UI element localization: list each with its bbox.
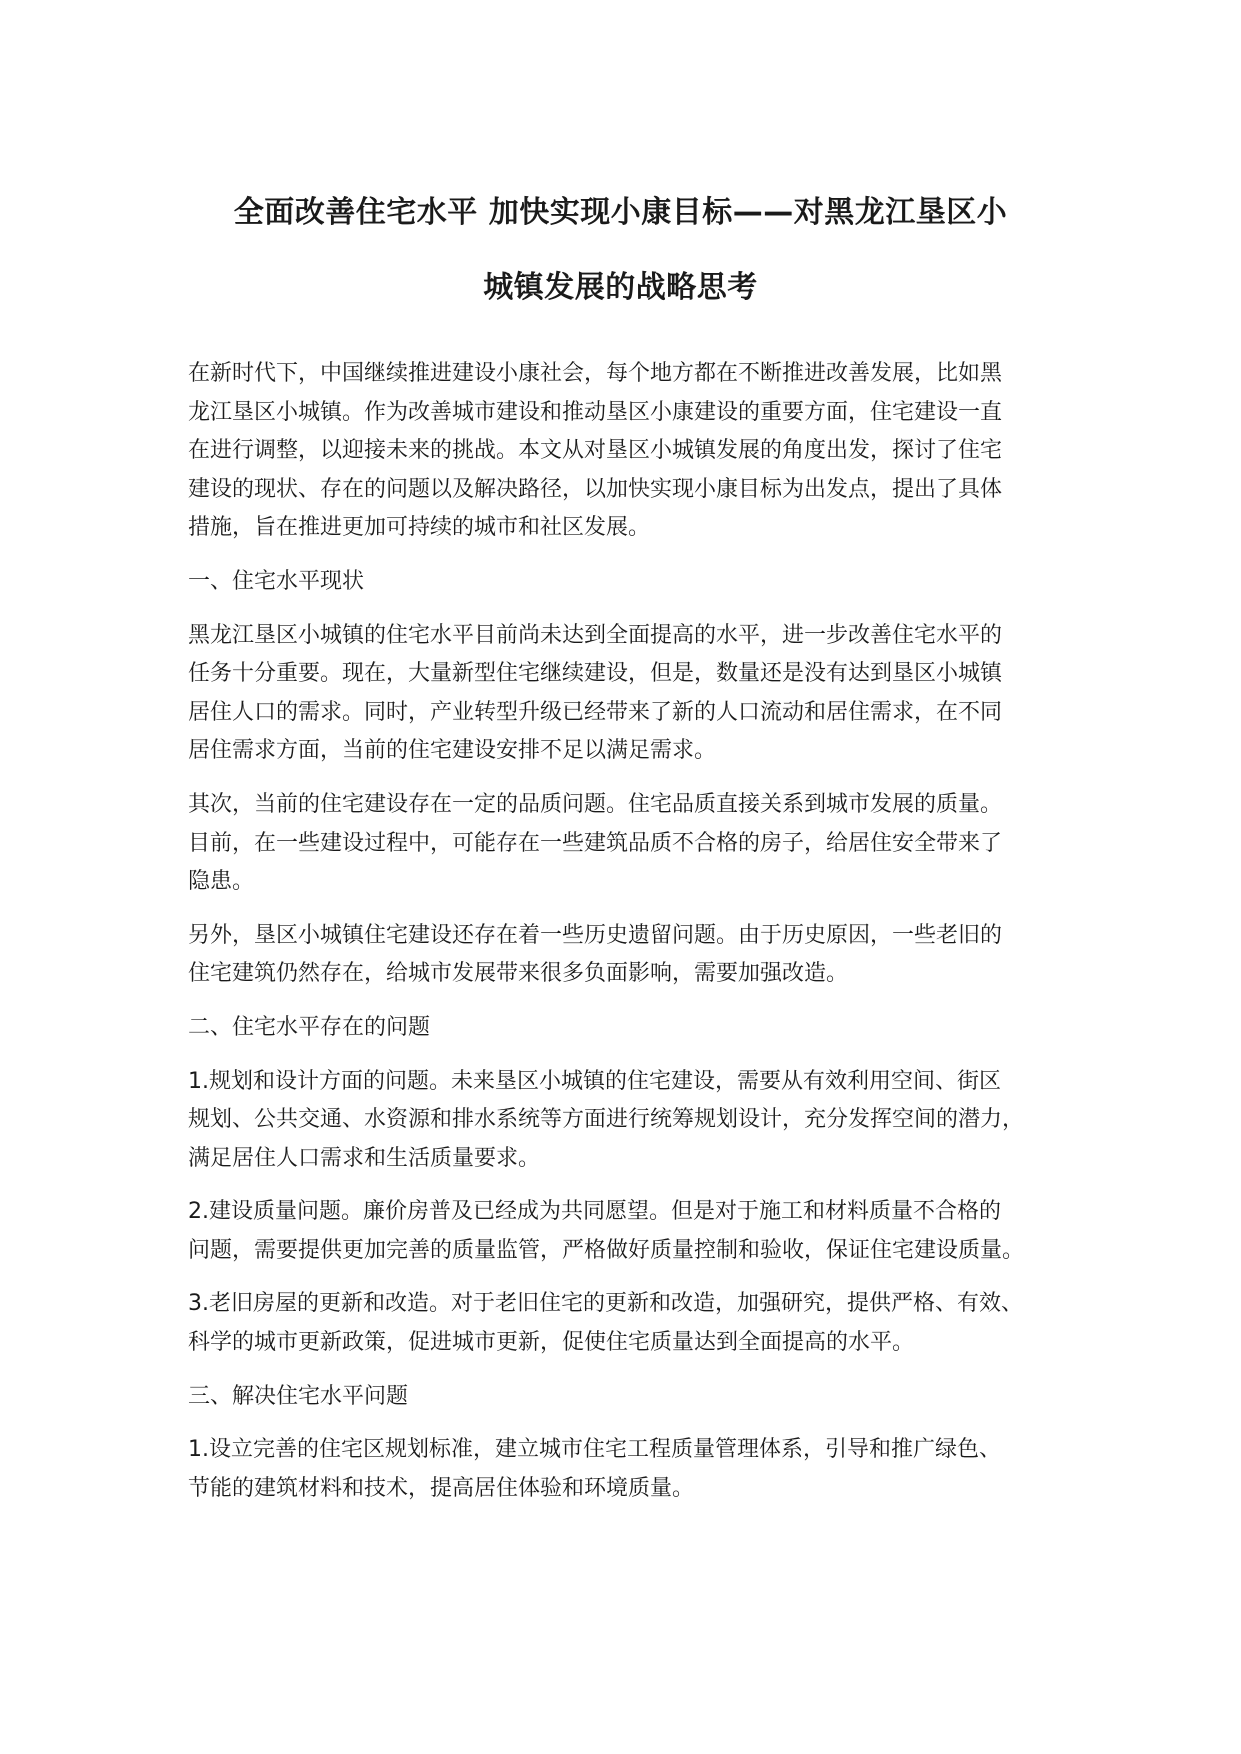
paragraph bbox=[188, 786, 1088, 902]
paragraph-line: 目前，在一些建设过程中，可能存在一些建筑品质不合格的房子，给居住安全带来了 bbox=[188, 830, 1003, 856]
paragraph-line: 住宅建筑仍然存在，给城市发展带来很多负面影响，需要加强改造。 bbox=[188, 961, 849, 987]
paragraph bbox=[188, 1193, 1088, 1270]
paragraph bbox=[188, 617, 1088, 771]
section-heading: 二、住宅水平存在的问题 bbox=[188, 1014, 431, 1040]
paragraph-line: 黑龙江垦区小城镇的住宅水平目前尚未达到全面提高的水平，进一步改善住宅水平的 bbox=[188, 622, 1003, 648]
paragraph-line: 1.设立完善的住宅区规划标准，建立城市住宅工程质量管理体系，引导和推广绿色、 bbox=[188, 1437, 1001, 1463]
paragraph-line: 居住需求方面，当前的住宅建设安排不足以满足需求。 bbox=[188, 738, 717, 764]
document-body bbox=[188, 355, 1088, 1523]
paragraph bbox=[188, 1431, 1088, 1508]
paragraph-line: 节能的建筑材料和技术，提高居住体验和环境质量。 bbox=[188, 1475, 695, 1501]
paragraph-line: 隐患。 bbox=[188, 869, 255, 895]
paragraph-line: 满足居住人口需求和生活质量要求。 bbox=[188, 1145, 541, 1171]
paragraph bbox=[188, 917, 1088, 994]
paragraph bbox=[188, 1285, 1088, 1362]
paragraph-line: 在进行调整，以迎接未来的挑战。本文从对垦区小城镇发展的角度出发，探讨了住宅 bbox=[188, 438, 1003, 464]
section-heading: 三、解决住宅水平问题 bbox=[188, 1383, 409, 1409]
paragraph-line: 居住人口的需求。同时，产业转型升级已经带来了新的人口流动和居住需求，在不同 bbox=[188, 699, 1003, 725]
paragraph-line: 3.老旧房屋的更新和改造。对于老旧住宅的更新和改造，加强研究，提供严格、有效、 bbox=[188, 1291, 1023, 1317]
title-line: 城镇发展的战略思考 bbox=[483, 270, 758, 305]
paragraph bbox=[188, 1063, 1088, 1179]
paragraph-line: 规划、公共交通、水资源和排水系统等方面进行统筹规划设计，充分发挥空间的潜力， bbox=[188, 1107, 1025, 1133]
paragraph-line: 龙江垦区小城镇。作为改善城市建设和推动垦区小康建设的重要方面，住宅建设一直 bbox=[188, 399, 1003, 425]
paragraph-line: 其次，当前的住宅建设存在一定的品质问题。住宅品质直接关系到城市发展的质量。 bbox=[188, 791, 1003, 817]
section-heading: 一、住宅水平现状 bbox=[188, 568, 365, 594]
title-line: 全面改善住宅水平 加快实现小康目标——对黑龙江垦区小 bbox=[233, 195, 1008, 230]
document-title bbox=[150, 175, 1091, 325]
paragraph-line: 另外，垦区小城镇住宅建设还存在着一些历史遗留问题。由于历史原因，一些老旧的 bbox=[188, 922, 1003, 948]
paragraph-line: 问题，需要提供更加完善的质量监管，严格做好质量控制和验收，保证住宅建设质量。 bbox=[188, 1237, 1025, 1263]
paragraph-line: 任务十分重要。现在，大量新型住宅继续建设，但是，数量还是没有达到垦区小城镇 bbox=[188, 661, 1003, 687]
paragraph bbox=[188, 355, 1088, 548]
paragraph-line: 科学的城市更新政策，促进城市更新，促使住宅质量达到全面提高的水平。 bbox=[188, 1330, 915, 1356]
paragraph-line: 建设的现状、存在的问题以及解决路径，以加快实现小康目标为出发点，提出了具体 bbox=[188, 476, 1003, 502]
paragraph-line: 在新时代下，中国继续推进建设小康社会，每个地方都在不断推进改善发展，比如黑 bbox=[188, 361, 1003, 386]
paragraph-line: 1.规划和设计方面的问题。未来垦区小城镇的住宅建设，需要从有效利用空间、街区 bbox=[188, 1068, 1001, 1094]
paragraph-line: 措施，旨在推进更加可持续的城市和社区发展。 bbox=[188, 515, 651, 541]
paragraph-line: 2.建设质量问题。廉价房普及已经成为共同愿望。但是对于施工和材料质量不合格的 bbox=[188, 1199, 1001, 1225]
